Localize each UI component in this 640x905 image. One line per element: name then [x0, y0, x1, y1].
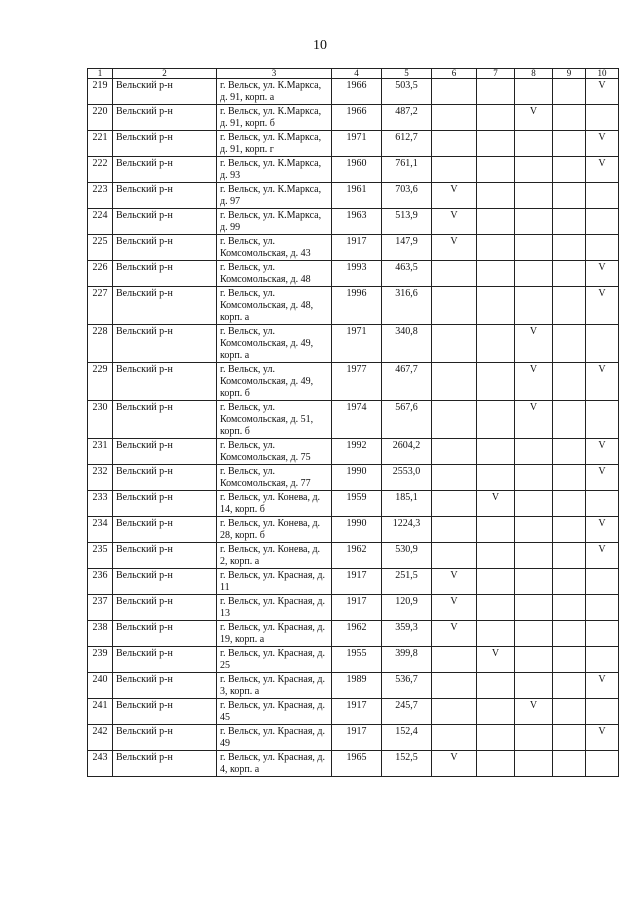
row-number-cell: 229: [88, 363, 113, 401]
mark-col8-cell: [515, 209, 553, 235]
column-header: 10: [586, 69, 619, 79]
district-cell: Вельский р-н: [113, 647, 217, 673]
mark-col7-cell: [477, 287, 515, 325]
area-cell: 513,9: [382, 209, 432, 235]
mark-col10-cell: [586, 491, 619, 517]
mark-col9-cell: [553, 751, 586, 777]
table-row: [88, 183, 619, 209]
table-row: [88, 157, 619, 183]
district-cell: Вельский р-н: [113, 517, 217, 543]
column-header: 6: [432, 69, 477, 79]
district-cell: Вельский р-н: [113, 325, 217, 363]
year-cell: 1961: [332, 183, 382, 209]
row-number-cell: 219: [88, 79, 113, 105]
area-cell: 2553,0: [382, 465, 432, 491]
year-cell: 1966: [332, 105, 382, 131]
mark-col8-cell: [515, 287, 553, 325]
table-row: [88, 261, 619, 287]
row-number-cell: 230: [88, 401, 113, 439]
table-body: [88, 79, 619, 777]
mark-col8-cell: [515, 439, 553, 465]
row-number-cell: 238: [88, 621, 113, 647]
mark-col7-cell: [477, 595, 515, 621]
table-row: [88, 439, 619, 465]
address-cell: г. Вельск, ул. К.Маркса, д. 91, корп. г: [217, 131, 332, 157]
district-cell: Вельский р-н: [113, 673, 217, 699]
row-number-cell: 233: [88, 491, 113, 517]
mark-col9-cell: [553, 209, 586, 235]
district-cell: Вельский р-н: [113, 439, 217, 465]
year-cell: 1989: [332, 673, 382, 699]
mark-col9-cell: [553, 401, 586, 439]
page-number: 10: [313, 38, 327, 53]
address-cell: г. Вельск, ул. Красная, д. 13: [217, 595, 332, 621]
mark-col6-cell: [432, 105, 477, 131]
district-cell: Вельский р-н: [113, 491, 217, 517]
table-row: [88, 79, 619, 105]
row-number-cell: 235: [88, 543, 113, 569]
area-cell: 703,6: [382, 183, 432, 209]
year-cell: 1977: [332, 363, 382, 401]
mark-col6-cell: V: [432, 209, 477, 235]
area-cell: 152,4: [382, 725, 432, 751]
year-cell: 1996: [332, 287, 382, 325]
district-cell: Вельский р-н: [113, 261, 217, 287]
mark-col10-cell: V: [586, 131, 619, 157]
mark-col6-cell: [432, 287, 477, 325]
address-cell: г. Вельск, ул. К.Маркса, д. 91, корп. а: [217, 79, 332, 105]
mark-col8-cell: [515, 543, 553, 569]
year-cell: 1917: [332, 699, 382, 725]
mark-col6-cell: [432, 647, 477, 673]
mark-col9-cell: [553, 517, 586, 543]
year-cell: 1917: [332, 725, 382, 751]
table-row: [88, 465, 619, 491]
mark-col6-cell: V: [432, 569, 477, 595]
mark-col6-cell: [432, 517, 477, 543]
year-cell: 1971: [332, 131, 382, 157]
mark-col9-cell: [553, 79, 586, 105]
mark-col6-cell: [432, 439, 477, 465]
row-number-cell: 241: [88, 699, 113, 725]
mark-col10-cell: [586, 209, 619, 235]
year-cell: 1917: [332, 235, 382, 261]
district-cell: Вельский р-н: [113, 725, 217, 751]
mark-col9-cell: [553, 235, 586, 261]
table-row: [88, 363, 619, 401]
table-row: [88, 325, 619, 363]
mark-col8-cell: [515, 79, 553, 105]
mark-col8-cell: V: [515, 105, 553, 131]
mark-col8-cell: [515, 569, 553, 595]
area-cell: 359,3: [382, 621, 432, 647]
address-cell: г. Вельск, ул. Комсомольская, д. 49, корп. а: [217, 325, 332, 363]
table-row: [88, 647, 619, 673]
district-cell: Вельский р-н: [113, 363, 217, 401]
district-cell: Вельский р-н: [113, 79, 217, 105]
mark-col7-cell: [477, 363, 515, 401]
year-cell: 1917: [332, 595, 382, 621]
mark-col7-cell: [477, 465, 515, 491]
mark-col9-cell: [553, 363, 586, 401]
mark-col8-cell: [515, 157, 553, 183]
area-cell: 147,9: [382, 235, 432, 261]
mark-col9-cell: [553, 287, 586, 325]
address-cell: г. Вельск, ул. Комсомольская, д. 51, корп. б: [217, 401, 332, 439]
table-row: [88, 569, 619, 595]
mark-col10-cell: V: [586, 465, 619, 491]
address-cell: г. Вельск, ул. К.Маркса, д. 91, корп. б: [217, 105, 332, 131]
mark-col10-cell: V: [586, 287, 619, 325]
district-cell: Вельский р-н: [113, 157, 217, 183]
mark-col7-cell: [477, 261, 515, 287]
district-cell: Вельский р-н: [113, 751, 217, 777]
district-cell: Вельский р-н: [113, 131, 217, 157]
header-row: [88, 69, 619, 79]
mark-col6-cell: V: [432, 751, 477, 777]
row-number-cell: 234: [88, 517, 113, 543]
row-number-cell: 231: [88, 439, 113, 465]
table-row: [88, 543, 619, 569]
address-cell: г. Вельск, ул. Комсомольская, д. 75: [217, 439, 332, 465]
mark-col6-cell: [432, 131, 477, 157]
mark-col6-cell: [432, 491, 477, 517]
mark-col10-cell: V: [586, 439, 619, 465]
year-cell: 1960: [332, 157, 382, 183]
mark-col9-cell: [553, 621, 586, 647]
mark-col7-cell: [477, 725, 515, 751]
row-number-cell: 237: [88, 595, 113, 621]
row-number-cell: 239: [88, 647, 113, 673]
address-cell: г. Вельск, ул. Красная, д. 11: [217, 569, 332, 595]
mark-col7-cell: [477, 157, 515, 183]
mark-col9-cell: [553, 543, 586, 569]
address-cell: г. Вельск, ул. Красная, д. 19, корп. а: [217, 621, 332, 647]
district-cell: Вельский р-н: [113, 287, 217, 325]
mark-col6-cell: [432, 79, 477, 105]
mark-col10-cell: [586, 183, 619, 209]
mark-col9-cell: [553, 725, 586, 751]
mark-col10-cell: V: [586, 157, 619, 183]
mark-col8-cell: V: [515, 699, 553, 725]
district-cell: Вельский р-н: [113, 569, 217, 595]
mark-col7-cell: [477, 209, 515, 235]
area-cell: 1224,3: [382, 517, 432, 543]
district-cell: Вельский р-н: [113, 209, 217, 235]
year-cell: 1962: [332, 543, 382, 569]
mark-col6-cell: [432, 325, 477, 363]
mark-col7-cell: [477, 235, 515, 261]
row-number-cell: 223: [88, 183, 113, 209]
area-cell: 316,6: [382, 287, 432, 325]
year-cell: 1990: [332, 517, 382, 543]
mark-col9-cell: [553, 699, 586, 725]
area-cell: 503,5: [382, 79, 432, 105]
row-number-cell: 227: [88, 287, 113, 325]
row-number-cell: 224: [88, 209, 113, 235]
year-cell: 1990: [332, 465, 382, 491]
year-cell: 1917: [332, 569, 382, 595]
table-row: [88, 287, 619, 325]
year-cell: 1992: [332, 439, 382, 465]
table-row: [88, 699, 619, 725]
mark-col6-cell: [432, 401, 477, 439]
mark-col9-cell: [553, 595, 586, 621]
mark-col7-cell: [477, 673, 515, 699]
table-row: [88, 621, 619, 647]
mark-col7-cell: [477, 517, 515, 543]
mark-col8-cell: V: [515, 401, 553, 439]
area-cell: 467,7: [382, 363, 432, 401]
mark-col8-cell: [515, 647, 553, 673]
mark-col9-cell: [553, 569, 586, 595]
mark-col10-cell: V: [586, 363, 619, 401]
address-cell: г. Вельск, ул. Красная, д. 25: [217, 647, 332, 673]
column-header: 5: [382, 69, 432, 79]
mark-col10-cell: [586, 595, 619, 621]
year-cell: 1959: [332, 491, 382, 517]
district-cell: Вельский р-н: [113, 183, 217, 209]
row-number-cell: 222: [88, 157, 113, 183]
mark-col8-cell: V: [515, 363, 553, 401]
district-cell: Вельский р-н: [113, 401, 217, 439]
mark-col9-cell: [553, 465, 586, 491]
address-cell: г. Вельск, ул. Конева, д. 28, корп. б: [217, 517, 332, 543]
mark-col8-cell: [515, 261, 553, 287]
housing-register-table: [87, 68, 619, 777]
table-row: [88, 401, 619, 439]
mark-col9-cell: [553, 157, 586, 183]
mark-col7-cell: [477, 621, 515, 647]
mark-col10-cell: [586, 235, 619, 261]
mark-col9-cell: [553, 183, 586, 209]
area-cell: 463,5: [382, 261, 432, 287]
row-number-cell: 228: [88, 325, 113, 363]
mark-col8-cell: [515, 725, 553, 751]
mark-col10-cell: [586, 325, 619, 363]
area-cell: 530,9: [382, 543, 432, 569]
address-cell: г. Вельск, ул. Комсомольская, д. 49, корп. б: [217, 363, 332, 401]
mark-col6-cell: [432, 673, 477, 699]
table-row: [88, 595, 619, 621]
mark-col6-cell: [432, 465, 477, 491]
mark-col9-cell: [553, 647, 586, 673]
area-cell: 487,2: [382, 105, 432, 131]
row-number-cell: 226: [88, 261, 113, 287]
area-cell: 399,8: [382, 647, 432, 673]
address-cell: г. Вельск, ул. Комсомольская, д. 48: [217, 261, 332, 287]
row-number-cell: 236: [88, 569, 113, 595]
address-cell: г. Вельск, ул. К.Маркса, д. 97: [217, 183, 332, 209]
table-row: [88, 105, 619, 131]
mark-col7-cell: V: [477, 491, 515, 517]
row-number-cell: 242: [88, 725, 113, 751]
mark-col7-cell: [477, 131, 515, 157]
area-cell: 2604,2: [382, 439, 432, 465]
mark-col9-cell: [553, 439, 586, 465]
column-header: 2: [113, 69, 217, 79]
address-cell: г. Вельск, ул. К.Маркса, д. 93: [217, 157, 332, 183]
mark-col10-cell: V: [586, 543, 619, 569]
mark-col9-cell: [553, 105, 586, 131]
row-number-cell: 220: [88, 105, 113, 131]
mark-col8-cell: [515, 595, 553, 621]
address-cell: г. Вельск, ул. Конева, д. 14, корп. б: [217, 491, 332, 517]
mark-col8-cell: [515, 621, 553, 647]
mark-col10-cell: [586, 621, 619, 647]
column-header: 4: [332, 69, 382, 79]
table-row: [88, 517, 619, 543]
area-cell: 245,7: [382, 699, 432, 725]
column-header: 7: [477, 69, 515, 79]
mark-col7-cell: [477, 439, 515, 465]
area-cell: 340,8: [382, 325, 432, 363]
address-cell: г. Вельск, ул. Комсомольская, д. 77: [217, 465, 332, 491]
mark-col9-cell: [553, 131, 586, 157]
mark-col8-cell: V: [515, 325, 553, 363]
address-cell: г. Вельск, ул. Красная, д. 3, корп. а: [217, 673, 332, 699]
mark-col8-cell: [515, 235, 553, 261]
year-cell: 1966: [332, 79, 382, 105]
year-cell: 1963: [332, 209, 382, 235]
area-cell: 152,5: [382, 751, 432, 777]
mark-col10-cell: V: [586, 725, 619, 751]
mark-col8-cell: [515, 183, 553, 209]
mark-col7-cell: [477, 325, 515, 363]
mark-col7-cell: [477, 543, 515, 569]
area-cell: 120,9: [382, 595, 432, 621]
mark-col8-cell: [515, 751, 553, 777]
year-cell: 1955: [332, 647, 382, 673]
address-cell: г. Вельск, ул. К.Маркса, д. 99: [217, 209, 332, 235]
area-cell: 536,7: [382, 673, 432, 699]
area-cell: 251,5: [382, 569, 432, 595]
table-row: [88, 725, 619, 751]
row-number-cell: 240: [88, 673, 113, 699]
mark-col6-cell: [432, 725, 477, 751]
mark-col7-cell: [477, 699, 515, 725]
area-cell: 185,1: [382, 491, 432, 517]
column-header: 1: [88, 69, 113, 79]
mark-col7-cell: [477, 751, 515, 777]
year-cell: 1974: [332, 401, 382, 439]
mark-col8-cell: [515, 131, 553, 157]
row-number-cell: 232: [88, 465, 113, 491]
mark-col10-cell: [586, 751, 619, 777]
address-cell: г. Вельск, ул. Красная, д. 4, корп. а: [217, 751, 332, 777]
row-number-cell: 225: [88, 235, 113, 261]
mark-col6-cell: V: [432, 235, 477, 261]
year-cell: 1965: [332, 751, 382, 777]
mark-col6-cell: V: [432, 621, 477, 647]
mark-col10-cell: [586, 647, 619, 673]
mark-col8-cell: [515, 673, 553, 699]
table-row: [88, 209, 619, 235]
mark-col6-cell: [432, 699, 477, 725]
mark-col7-cell: [477, 401, 515, 439]
mark-col7-cell: [477, 105, 515, 131]
column-header: 3: [217, 69, 332, 79]
area-cell: 567,6: [382, 401, 432, 439]
row-number-cell: 221: [88, 131, 113, 157]
district-cell: Вельский р-н: [113, 595, 217, 621]
address-cell: г. Вельск, ул. Комсомольская, д. 43: [217, 235, 332, 261]
mark-col10-cell: [586, 699, 619, 725]
mark-col9-cell: [553, 673, 586, 699]
column-header: 9: [553, 69, 586, 79]
year-cell: 1971: [332, 325, 382, 363]
table-row: [88, 751, 619, 777]
mark-col7-cell: [477, 569, 515, 595]
table-row: [88, 235, 619, 261]
mark-col8-cell: [515, 491, 553, 517]
mark-col10-cell: [586, 569, 619, 595]
mark-col8-cell: [515, 517, 553, 543]
address-cell: г. Вельск, ул. Красная, д. 49: [217, 725, 332, 751]
mark-col6-cell: [432, 157, 477, 183]
district-cell: Вельский р-н: [113, 699, 217, 725]
table-row: [88, 491, 619, 517]
address-cell: г. Вельск, ул. Конева, д. 2, корп. а: [217, 543, 332, 569]
mark-col10-cell: [586, 401, 619, 439]
mark-col8-cell: [515, 465, 553, 491]
mark-col7-cell: [477, 183, 515, 209]
mark-col10-cell: V: [586, 79, 619, 105]
table-row: [88, 673, 619, 699]
year-cell: 1962: [332, 621, 382, 647]
district-cell: Вельский р-н: [113, 235, 217, 261]
district-cell: Вельский р-н: [113, 621, 217, 647]
mark-col6-cell: [432, 261, 477, 287]
mark-col6-cell: [432, 363, 477, 401]
row-number-cell: 243: [88, 751, 113, 777]
district-cell: Вельский р-н: [113, 465, 217, 491]
table-row: [88, 131, 619, 157]
mark-col6-cell: V: [432, 183, 477, 209]
mark-col9-cell: [553, 325, 586, 363]
district-cell: Вельский р-н: [113, 543, 217, 569]
mark-col10-cell: [586, 105, 619, 131]
address-cell: г. Вельск, ул. Комсомольская, д. 48, корп. а: [217, 287, 332, 325]
mark-col7-cell: V: [477, 647, 515, 673]
area-cell: 761,1: [382, 157, 432, 183]
mark-col6-cell: [432, 543, 477, 569]
mark-col10-cell: V: [586, 517, 619, 543]
mark-col10-cell: V: [586, 261, 619, 287]
mark-col9-cell: [553, 261, 586, 287]
mark-col6-cell: V: [432, 595, 477, 621]
mark-col10-cell: V: [586, 673, 619, 699]
district-cell: Вельский р-н: [113, 105, 217, 131]
column-header: 8: [515, 69, 553, 79]
area-cell: 612,7: [382, 131, 432, 157]
mark-col7-cell: [477, 79, 515, 105]
address-cell: г. Вельск, ул. Красная, д. 45: [217, 699, 332, 725]
year-cell: 1993: [332, 261, 382, 287]
mark-col9-cell: [553, 491, 586, 517]
